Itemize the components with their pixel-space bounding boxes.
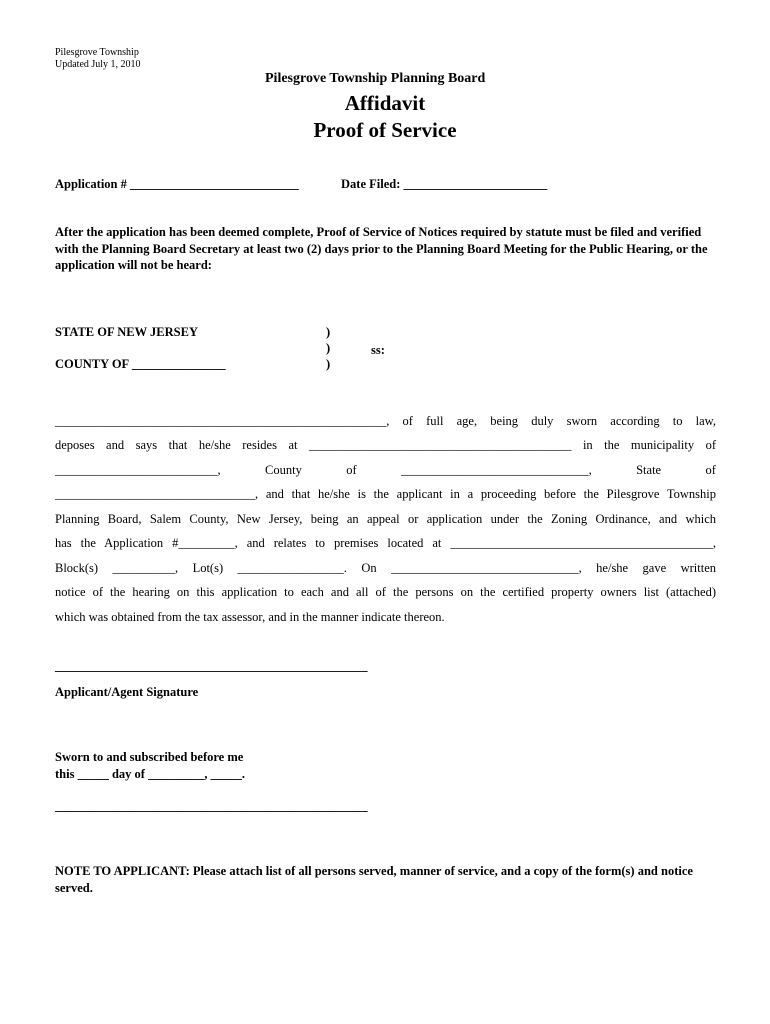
affidavit-line-9: which was obtained from the tax assessor, and in the manner indicate thereon. [55,610,445,624]
affidavit-line-4: ________________________________, and that he/she is the applicant in a proceeding before the Pilesgrove Township [55,487,716,501]
notary-signature-line: __________________________________________________ [55,799,368,813]
venue-paren-3: ) [326,357,331,371]
page-title-affidavit: Affidavit [344,91,426,115]
header-updated-date: Updated July 1, 2010 [55,59,141,70]
affidavit-of-word-2: of [705,463,716,477]
affidavit-line-7: Block(s) __________, Lot(s) _________________. On ______________________________, he/she gave written [55,561,716,575]
affidavit-line-1: _____________________________________________________, of full age, being duly sworn according to law, [55,414,716,428]
affidavit-municipality-blank: __________________________, [55,463,221,477]
affidavit-line-2: deposes and says that he/she resides at __________________________________________ in the municipality of [55,438,716,452]
venue-county: COUNTY OF _______________ [55,357,226,371]
board-title: Pilesgrove Township Planning Board [265,71,486,86]
sworn-line-2: this _____ day of _________, _____. [55,767,245,781]
affidavit-line-6: has the Application #_________, and relates to premises located at __________________________________________, [55,536,716,550]
venue-paren-1: ) [326,325,331,339]
venue-state: STATE OF NEW JERSEY [55,325,198,339]
page-title-proof-of-service: Proof of Service [313,118,457,142]
sworn-line-1: Sworn to and subscribed before me [55,750,244,764]
note-to-applicant: NOTE TO APPLICANT: Please attach list of all persons served, manner of service, and a copy of the form(s) and notice served. [55,864,693,895]
affidavit-county-blank: ______________________________, [401,463,592,477]
venue-paren-2: ) [326,341,331,355]
affidavit-line-3 [55,463,716,478]
signature-label: Applicant/Agent Signature [55,685,199,699]
application-number-field: Application # ___________________________ [55,177,299,191]
signature-line: __________________________________________________ [55,659,368,673]
affidavit-county-word: County [265,463,302,477]
header-township: Pilesgrove Township [55,47,139,58]
affidavit-line-8: notice of the hearing on this application to each and all of the persons on the certified property owners list (attached) [55,585,716,599]
affidavit-line-5: Planning Board, Salem County, New Jersey, being an appeal or application under the Zoning Ordinance, and which [55,512,716,526]
affidavit-state-word: State [636,463,662,477]
instructions-paragraph: After the application has been deemed complete, Proof of Service of Notices required by statute must be filed and verified with the Planning Board Secretary at least two (2) days prior to the Planning Board Meeting for the Public Hearing, or the application will not be heard: [55,225,708,272]
date-filed-field: Date Filed: _______________________ [341,177,548,191]
venue-ss: ss: [371,343,385,357]
affidavit-of-word: of [346,463,357,477]
